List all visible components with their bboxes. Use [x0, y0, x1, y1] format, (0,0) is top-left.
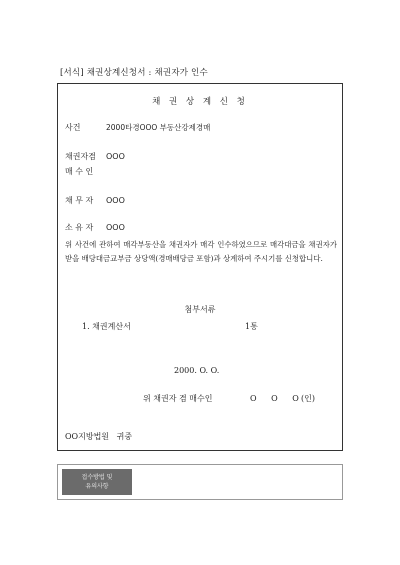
- owner-value: OOO: [106, 223, 125, 232]
- creditor-value: OOO: [106, 152, 125, 161]
- notice-label[interactable]: [62, 469, 132, 495]
- case-label: 사건: [65, 123, 81, 132]
- application-date: 2000. O. O.: [174, 366, 220, 375]
- seal-mark: (인): [301, 394, 315, 403]
- attachment-item: 1. 채권계산서: [82, 322, 131, 331]
- form-title: 채 권 상 계 신 청: [152, 97, 248, 107]
- notice-box: [57, 464, 343, 500]
- attachment-count: 1통: [245, 322, 258, 331]
- creditor-label-line1: 채권자겸: [65, 152, 96, 161]
- court-addressee: OO지방법원 귀중: [65, 432, 133, 441]
- case-value: 2000타경OOO 부동산강제경매: [106, 123, 211, 132]
- owner-label: 소 유 자: [65, 223, 94, 232]
- debtor-value: OOO: [106, 196, 125, 205]
- applicant-label: 위 채권자 겸 매수인: [143, 394, 213, 403]
- body-paragraph: 위 사건에 관하여 매각부동산을 채권자가 매각 인수하였으므로 매각대금을 채권자가 받을 배당대금교부금 상당액(경매배당금 포함)과 상계하여 주시기를 신청합니다.: [65, 240, 337, 263]
- attachments-title: 첨부서류: [184, 305, 216, 314]
- notice-label-text: 접수방법 및 유의사항: [81, 474, 113, 490]
- page-heading: [서식] 채권상계신청서 : 채권자가 인수: [60, 68, 208, 78]
- creditor-label-line2: 매 수 인: [65, 167, 94, 176]
- debtor-label: 채 무 자: [65, 196, 94, 205]
- application-form: [57, 83, 343, 451]
- applicant-name: O O O: [250, 394, 305, 403]
